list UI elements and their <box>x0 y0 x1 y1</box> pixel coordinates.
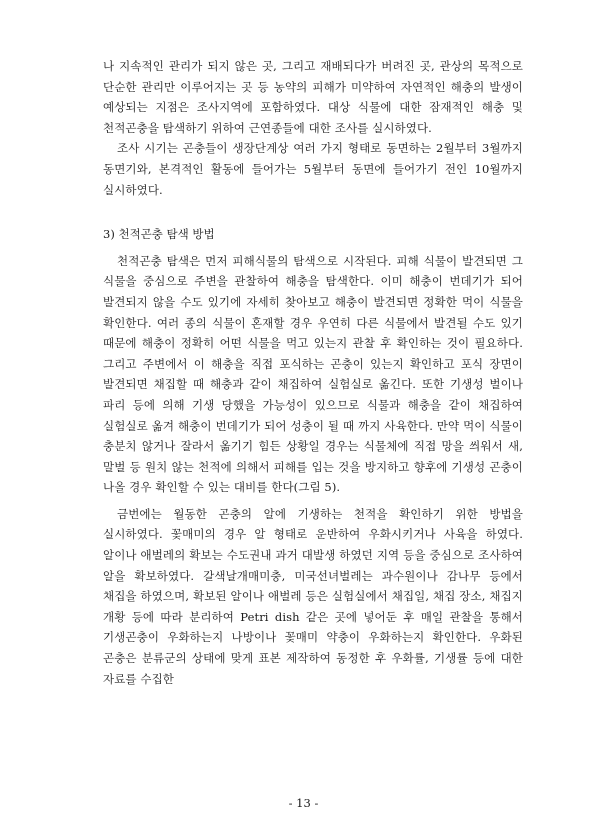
paragraph-search-method: 천적곤충 탐색은 먼저 피해식물의 탐색으로 시작된다. 피해 식물이 발견되면 그 식물을 중심으로 주변을 관찰하여 해충을 탐색한다. 이미 해충이 번데기가 되어 발견되지 않을 수도 있기에 자세히 찾아보고 해충이 발견되면 정확한 먹이 식물을 확인한다. 여러 종의 식물이 혼재할 경우 우연히 다른 식물에서 발견될 수도 있기 때문에 해충이 정확히 어떤 식물을 먹고 있는지 관찰 후 확인하는 것이 필요하다. 그리고 주변에서 이 해충을 직접 포식하는 곤충이 있는지 확인하고 포식 장면이 발견되면 채집할 때 해충과 같이 채집하여 실험실로 옮긴다. 또한 기생성 벌이나 파리 등에 의해 기생 당했을 가능성이 있으므로 식물과 해충을 같이 채집하여 실험실로 옮겨 해충이 번데기가 되어 성충이 될 때 까지 사육한다. 만약 먹이 식물이 충분치 않거나 잘라서 옮기기 힘든 상황일 경우는 식물체에 직접 망을 씌워서 새, 말벌 등 원치 않는 천적에 의해서 피해를 입는 것을 방지하고 향후에 기생성 곤충이 나올 경우 확인할 수 있는 대비를 한다(그림 5). <box>103 253 523 495</box>
paragraph-survey-period: 조사 시기는 곤충들이 생장단계상 여러 가지 형태로 동면하는 2월부터 3월까지 동면기와, 본격적인 활동에 들어가는 5월부터 동면에 들어가기 전인 10월까지 실시하였다. <box>103 141 523 197</box>
paragraph-survey-sites: 나 지속적인 관리가 되지 않은 곳, 그리고 재배되다가 버려진 곳, 관상의 목적으로 단순한 관리만 이루어지는 곳 등 농약의 피해가 미약하여 자연적인 해충의 발생이 예상되는 지점은 조사지역에 포함하였다. 대상 식물에 대한 잠재적인 해충 및 천적곤충을 탐색하기 위하여 근연종들에 대한 조사를 실시하였다. <box>103 59 523 135</box>
section-spacer <box>103 200 523 224</box>
page-number: - 13 - <box>288 796 319 810</box>
section-heading: 3) 천적곤충 탐색 방법 <box>103 227 215 242</box>
paragraph-egg-parasitoid-method: 금번에는 월동한 곤충의 알에 기생하는 천적을 확인하기 위한 방법을 실시하였다. 꽃매미의 경우 알 형태로 운반하여 우화시키거나 사육을 하였다. 알이나 애벌레의 확보는 수도권내 과거 대발생 하였던 지역 등을 중심으로 조사하여 알을 확보하였다. 갈색날개매미충, 미국선녀벌레는 과수원이나 감나무 등에서 채집을 하였으며, 확보된 알이나 애벌레 등은 실험실에서 채집일, 채집 장소, 채집지 개황 등에 따라 분리하여 Petri dish 같은 곳에 넣어둔 후 매일 관찰을 통해서 기생곤충이 우화하는지 나방이나 꽃매미 약충이 우화하는지 확인한다. 우화된 곤충은 분류군의 상태에 맞게 표본 제작하여 동정한 후 우화률, 기생률 등에 대한 자료를 수집한 <box>103 506 523 686</box>
page-body <box>103 56 523 689</box>
